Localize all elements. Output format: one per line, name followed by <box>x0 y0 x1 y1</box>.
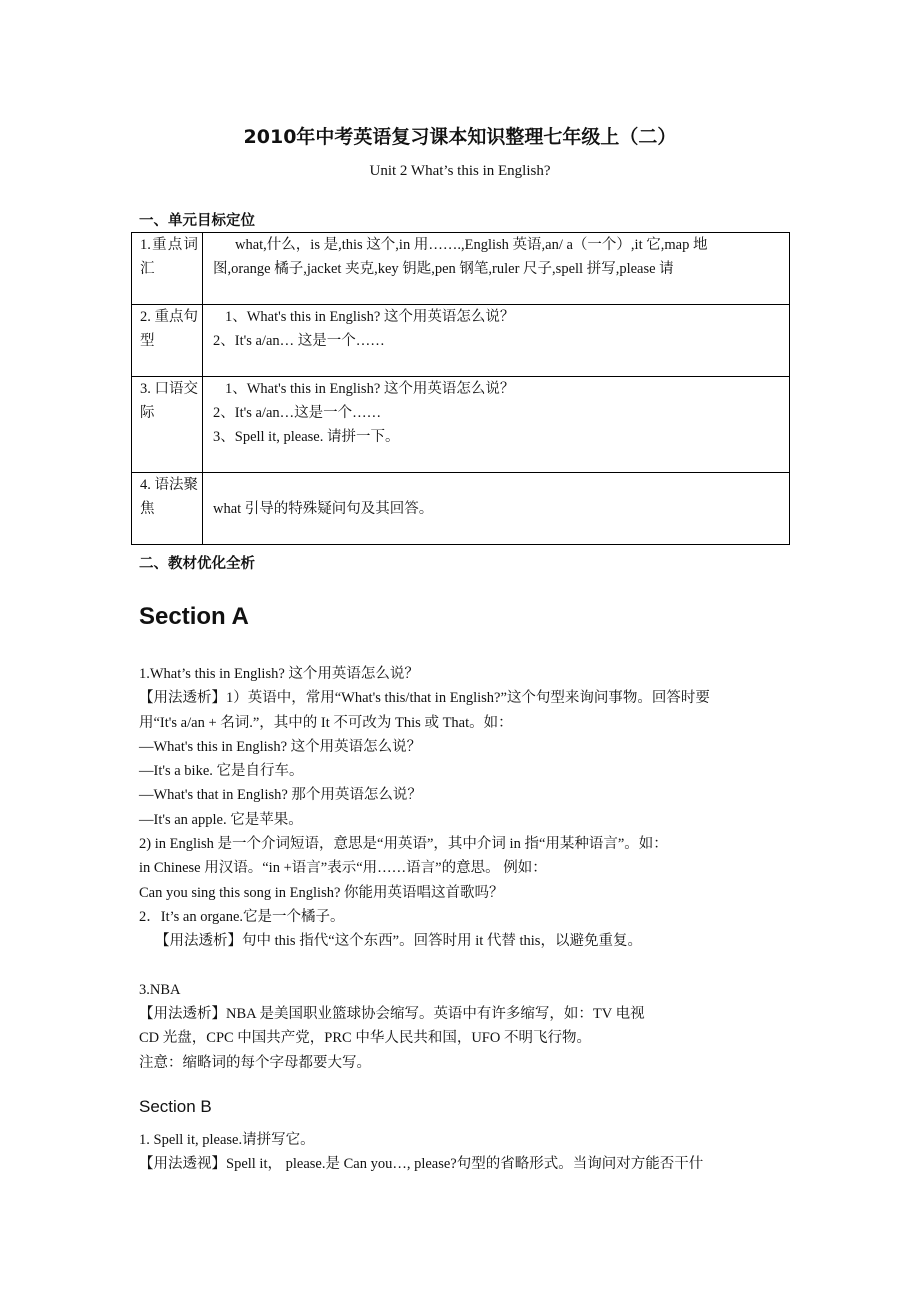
paragraph-line: 用“It's a/an + 名词.”，其中的 It 不可改为 This 或 That。如： <box>139 714 513 731</box>
content-line: 3、Spell it, please. 请拼一下。 <box>213 429 400 445</box>
section1-heading: 一、单元目标定位 <box>139 213 255 229</box>
table-row <box>132 233 790 305</box>
section-b-body <box>139 1128 789 1177</box>
content-line: 2、It's a/an… 这是一个…… <box>213 333 385 349</box>
content-line: 2、It's a/an…这是一个…… <box>213 405 382 421</box>
row-label: 2. 重点句型 <box>132 305 203 377</box>
content-line: what 引导的特殊疑问句及其回答。 <box>213 500 434 517</box>
paragraph-line: CD 光盘，CPC 中国共产党，PRC 中华人民共和国，UFO 不明飞行物。 <box>139 1030 591 1047</box>
table-row <box>132 305 790 377</box>
paragraph-line: 2．It’s an organe.它是一个橘子。 <box>139 908 345 925</box>
section-b-heading: Section B <box>139 1097 212 1116</box>
paragraph-line: in Chinese 用汉语。“in +语言”表示“用……语言”的意思。 例如： <box>139 860 547 877</box>
document-title: 2010年中考英语复习课本知识整理七年级上（二） <box>243 126 677 148</box>
paragraph-line: 2) in English 是一个介词短语，意思是“用英语”，其中介词 in 指“用某种语言”。如： <box>139 836 668 853</box>
paragraph-line: 【用法透析】1）英语中，常用“What's this/that in English?”这个句型来询问事物。回答时要 <box>139 690 710 707</box>
paragraph-line <box>139 954 789 978</box>
content-line: 1、What's this in English? 这个用英语怎么说？ <box>225 309 515 325</box>
paragraph-line: Can you sing this song in English? 你能用英语唱这首歌吗？ <box>139 884 504 901</box>
content-line: what,什么，is 是,this 这个,in 用…….,English 英语,an/ a（一个）,it 它,map 地 <box>235 237 708 253</box>
row-content <box>203 305 790 377</box>
paragraph-line: 【用法透析】句中 this 指代“这个东西”。回答时用 it 代替 this，以避免重复。 <box>155 933 642 950</box>
content-line: 图,orange 橘子,jacket 夹克,key 钥匙,pen 钢笔,ruler 尺子,spell 拼写,please 请 <box>213 261 674 277</box>
row-content <box>203 473 790 545</box>
section-a-body <box>139 662 789 1075</box>
paragraph-line: 3.NBA <box>139 981 181 998</box>
row-label: 3. 口语交际 <box>132 377 203 473</box>
row-content <box>203 233 790 305</box>
row-content <box>203 377 790 473</box>
paragraph-line: —What's this in English? 这个用英语怎么说？ <box>139 738 422 755</box>
table-row <box>132 473 790 545</box>
section-a-heading: Section A <box>139 603 249 630</box>
row-label: 1.重点词汇 <box>132 233 203 305</box>
row-label: 4. 语法聚焦 <box>132 473 203 545</box>
paragraph-line: —It's a bike. 它是自行车。 <box>139 763 304 780</box>
paragraph-line: 1.What’s this in English? 这个用英语怎么说？ <box>139 666 419 682</box>
unit-goals-table <box>131 232 790 545</box>
paragraph-line: 【用法透视】Spell it， please.是 Can you…, please?句型的省略形式。当询问对方能否干什 <box>139 1156 704 1173</box>
paragraph-line: 【用法透析】NBA 是美国职业篮球协会缩写。英语中有许多缩写，如：TV 电视 <box>139 1006 645 1023</box>
table-row <box>132 377 790 473</box>
document-subtitle: Unit 2 What’s this in English? <box>369 163 551 179</box>
paragraph-line: —What's that in English? 那个用英语怎么说？ <box>139 787 422 804</box>
section2-heading: 二、教材优化全析 <box>139 556 255 572</box>
paragraph-line: 1. Spell it, please.请拼写它。 <box>139 1132 315 1148</box>
paragraph-line: 注意：缩略词的每个字母都要大写。 <box>139 1054 371 1071</box>
paragraph-line: —It's an apple. 它是苹果。 <box>139 811 303 828</box>
content-line: 1、What's this in English? 这个用英语怎么说？ <box>225 381 515 397</box>
